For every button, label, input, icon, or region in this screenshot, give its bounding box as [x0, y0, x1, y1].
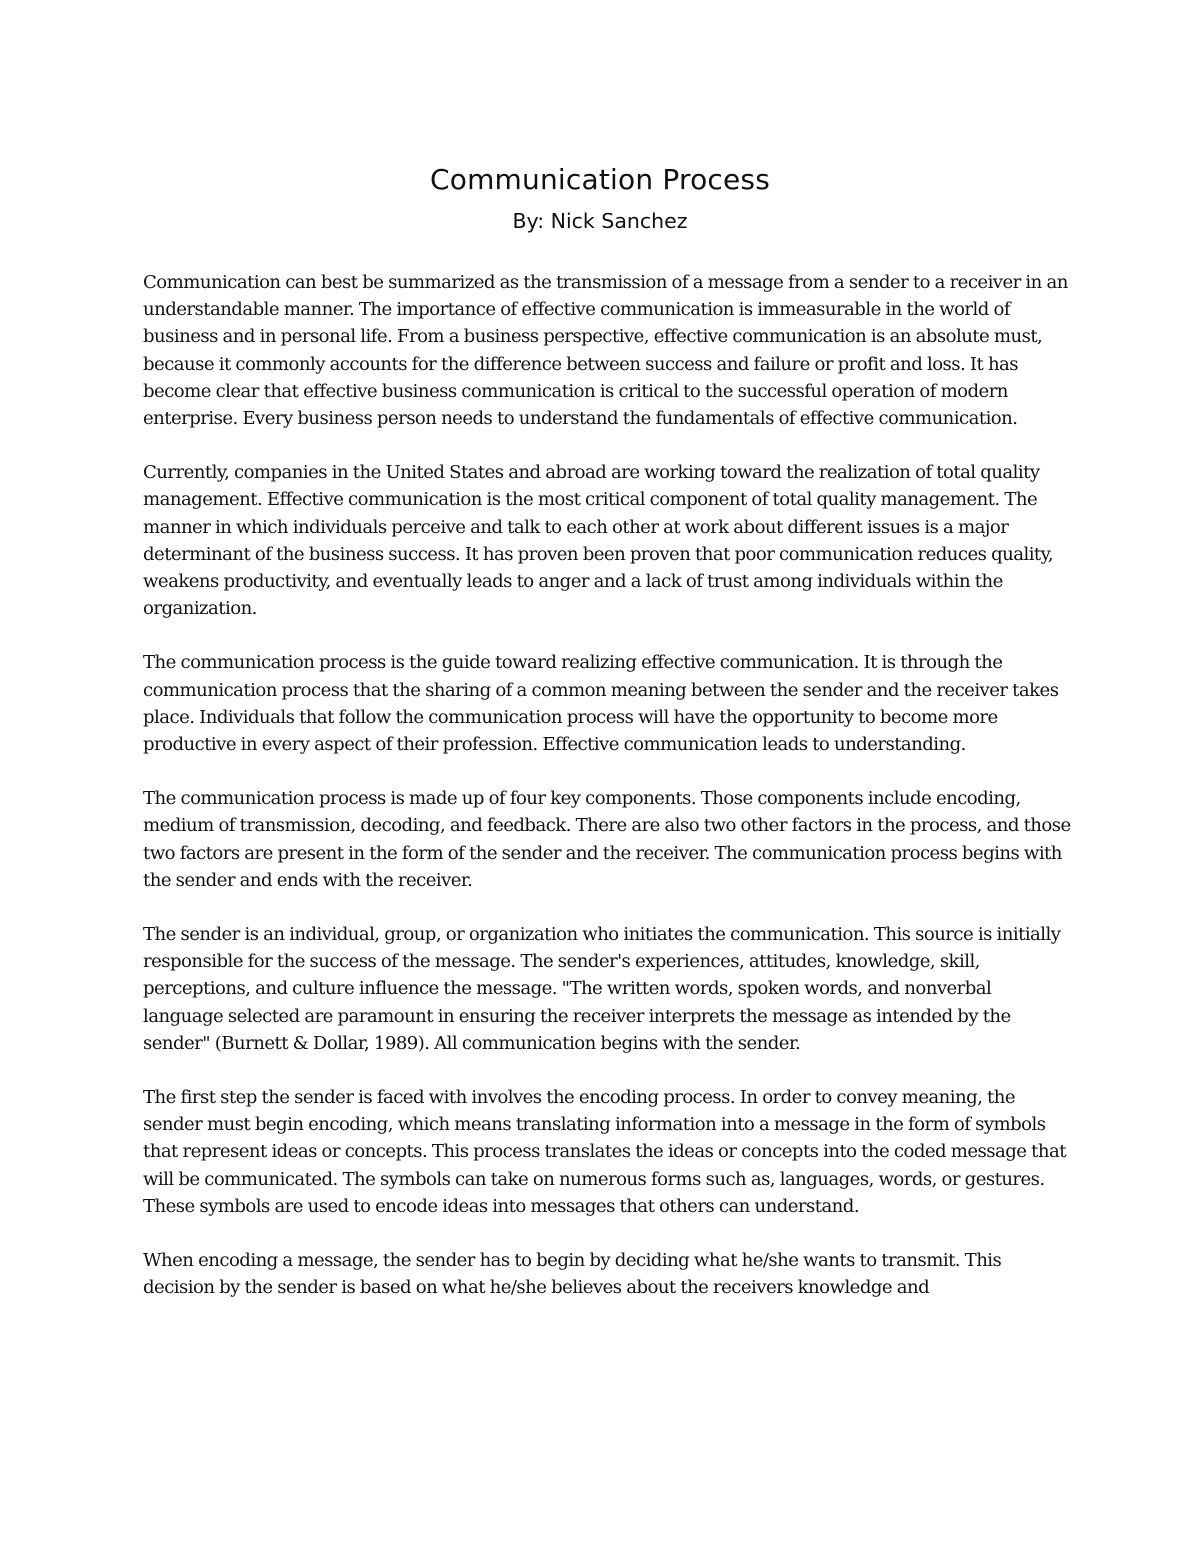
paragraph-2: Currently, companies in the United States and abroad are working toward the realization of total quality management. Effective communication is the most critical component of total quality management. The manner in which individuals perceive and talk to each other at work about different issues is a major determinant of the business success. It has proven been proven that poor communication reduces quality, weakens productivity, and eventually leads to anger and a lack of trust among individuals within the organization. — [143, 462, 1054, 620]
paragraph-1: Communication can best be summarized as the transmission of a message from a sender to a receiver in an understandable manner. The importance of effective communication is immeasurable in the world of business and in personal life. From a business perspective, effective communication is an absolute must, because it commonly accounts for the difference between success and failure or profit and loss. It has become clear that effective business communication is critical to the successful operation of modern enterprise. Every business person needs to understand the fundamentals of effective communication. — [143, 272, 1068, 430]
paragraph-3: The communication process is the guide toward realizing effective communication. It is through the communication process that the sharing of a common meaning between the sender and the receiver takes place. Individuals that follow the communication process will have the opportunity to become more productive in every aspect of their profession. Effective communication leads to understanding. — [143, 652, 1059, 756]
paragraph-5: The sender is an individual, group, or organization who initiates the communication. This source is initially responsible for the success of the message. The sender's experiences, attitudes, knowledge, skill, perceptions, and culture influence the message. "The written words, spoken words, and nonverbal language selected are paramount in ensuring the receiver interprets the message as intended by the sender" (Burnett & Dollar, 1989). All communication begins with the sender. — [143, 924, 1061, 1054]
paragraph-7: When encoding a message, the sender has to begin by deciding what he/she wants to transmit. This decision by the sender is based on what he/she believes about the receivers knowledge and — [143, 1250, 1002, 1299]
document-body — [143, 269, 1073, 1302]
paragraph-6: The first step the sender is faced with involves the encoding process. In order to convey meaning, the sender must begin encoding, which means translating information into a message in the form of symbols that represent ideas or concepts. This process translates the ideas or concepts into the coded message that will be communicated. The symbols can take on numerous forms such as, languages, words, or gestures. These symbols are used to encode ideas into messages that others can understand. — [143, 1087, 1066, 1217]
paragraph-4: The communication process is made up of four key components. Those components include encoding, medium of transmission, decoding, and feedback. There are also two other factors in the process, and those two factors are present in the form of the sender and the receiver. The communication process begins with the sender and ends with the receiver. — [143, 788, 1071, 891]
author-byline: By: Nick Sanchez — [512, 209, 688, 233]
page-title: Communication Process — [429, 163, 770, 196]
